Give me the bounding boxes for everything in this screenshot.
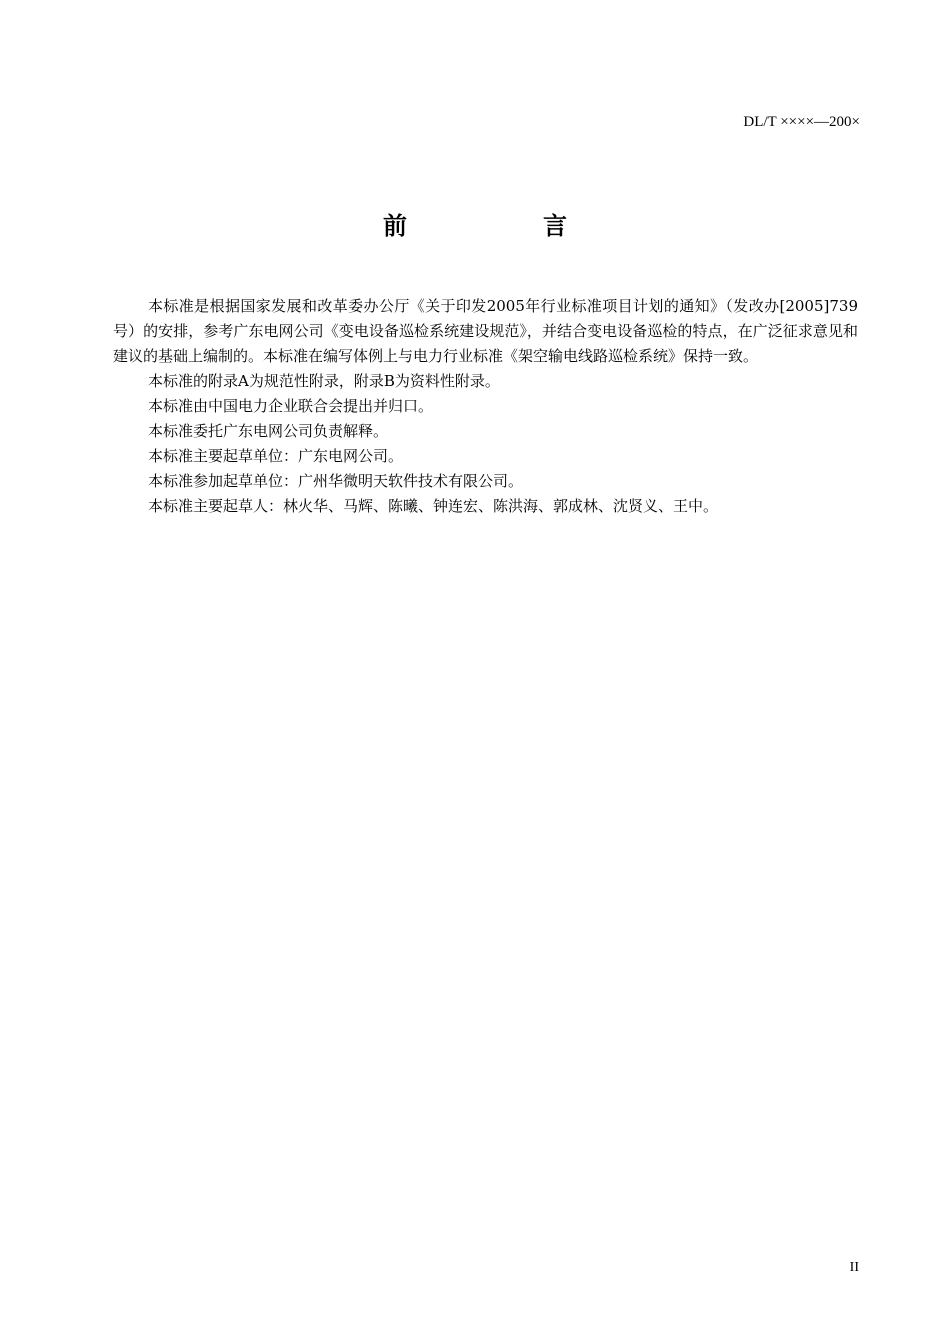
paragraph-participating-unit: 本标准参加起草单位：广州华微明天软件技术有限公司。 (148, 472, 524, 490)
paragraph-main-drafters: 本标准主要起草人：林火华、马辉、陈曦、钟连宏、陈洪海、郭成林、沈贤义、王中。 (148, 497, 719, 515)
paragraph-proposer: 本标准由中国电力企业联合会提出并归口。 (148, 397, 434, 415)
preface-body (113, 294, 858, 519)
paragraph-main-drafter-unit: 本标准主要起草单位：广东电网公司。 (148, 447, 404, 465)
paragraph-background: 本标准是根据国家发展和改革委办公厅《关于印发2005年行业标准项目计划的通知》（发改办[2005]739号）的安排，参考广东电网公司《变电设备巡检系统建设规范》，并结合变电设备巡检的特点，在广泛征求意见和建议的基础上编制的。本标准在编写体例上与电力行业标准《架空输电线路巡检系统》保持一致。 (113, 297, 858, 365)
page-title: 前 言 (383, 212, 623, 240)
paragraph-interpretation: 本标准委托广东电网公司负责解释。 (148, 422, 389, 440)
page-number: II (849, 1260, 859, 1275)
paragraph-appendix: 本标准的附录A为规范性附录，附录B为资料性附录。 (148, 372, 500, 390)
document-code-header: DL/T ××××—200× (743, 114, 860, 130)
